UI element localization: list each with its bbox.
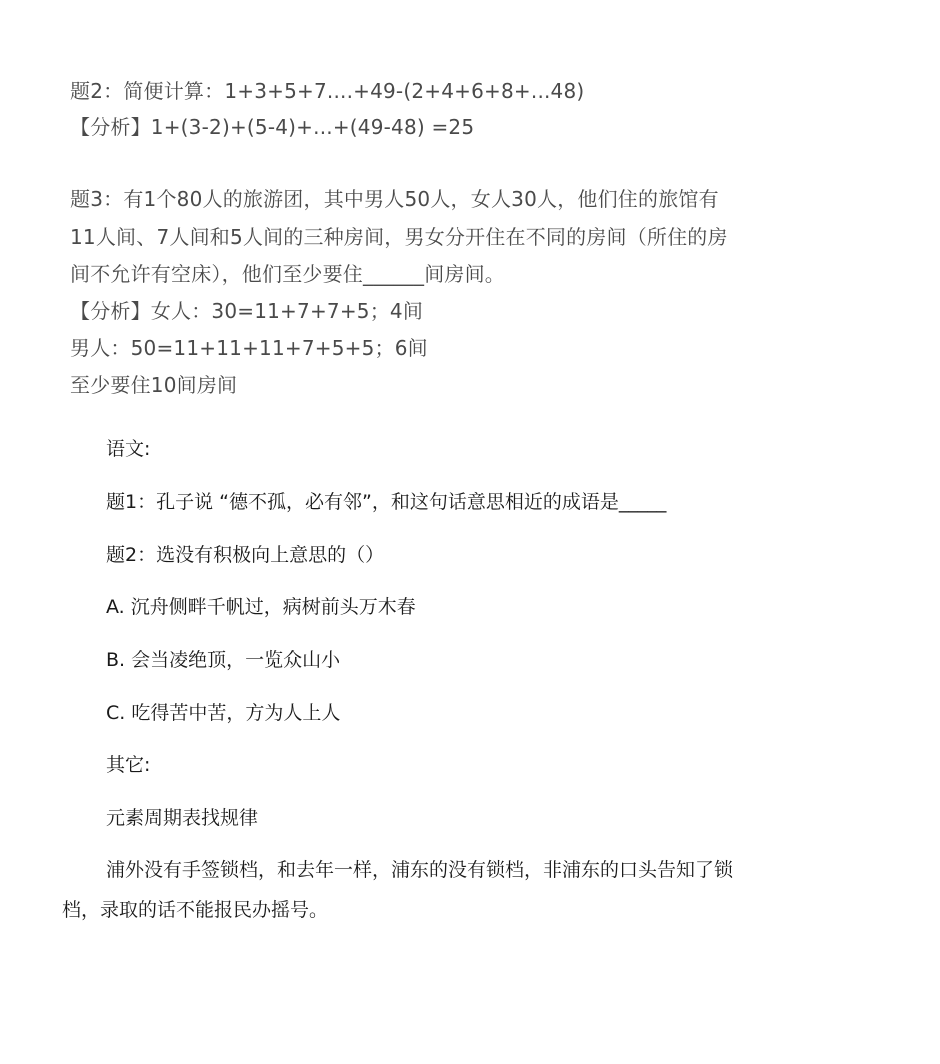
- problem-2-analysis: 【分析】1+(3-2)+(5-4)+...+(49-48) =25: [70, 115, 475, 139]
- problem-3-analysis-women: 【分析】女人：30=11+7+7+5；4间: [70, 299, 424, 323]
- problem-3-conclusion: 至少要住10间房间: [70, 373, 238, 397]
- chinese-question-1: 题1：孔子说 “德不孤，必有邻”，和这句话意思相近的成语是_____: [106, 491, 667, 513]
- option-b: B. 会当凌绝顶，一览众山小: [106, 649, 341, 671]
- problem-3-line-3: 间不允许有空床），他们至少要住______间房间。: [70, 262, 505, 286]
- chinese-question-2: 题2：选没有积极向上意思的（）: [106, 544, 385, 566]
- section-heading-chinese: 语文:: [106, 438, 151, 460]
- problem-2-title: 题2：简便计算：1+3+5+7....+49-(2+4+6+8+...48): [70, 79, 585, 103]
- option-a: A. 沉舟侧畔千帆过，病树前头万木春: [106, 596, 416, 618]
- admission-note-line-2: 档，录取的话不能报民办摇号。: [62, 899, 329, 921]
- option-c: C. 吃得苦中苦，方为人上人: [106, 702, 341, 724]
- periodic-table-note: 元素周期表找规律: [106, 807, 259, 829]
- problem-3-line-2: 11人间、7人间和5人间的三种房间，男女分开住在不同的房间（所住的房: [70, 225, 728, 249]
- admission-note-line-1: 浦外没有手签锁档，和去年一样，浦东的没有锁档，非浦东的口头告知了锁: [106, 859, 734, 881]
- section-heading-other: 其它:: [106, 754, 151, 776]
- problem-3-line-1: 题3：有1个80人的旅游团，其中男人50人，女人30人，他们住的旅馆有: [70, 187, 719, 211]
- problem-3-analysis-men: 男人：50=11+11+11+7+5+5；6间: [70, 336, 428, 360]
